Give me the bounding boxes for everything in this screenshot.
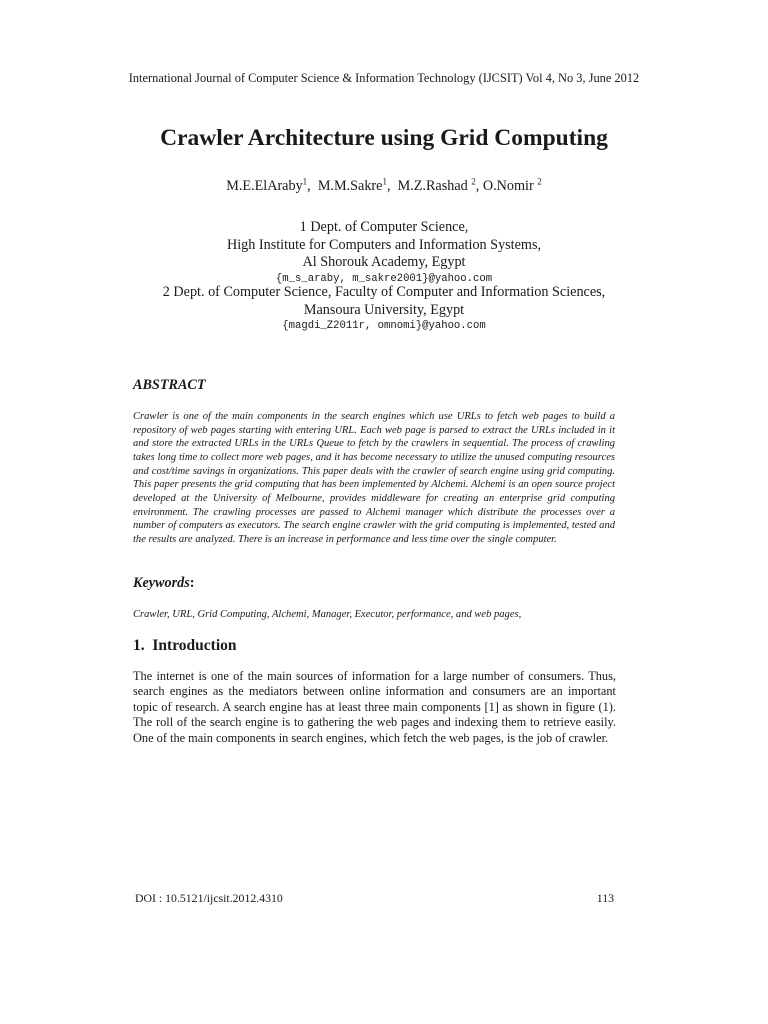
author-separator: ,	[475, 178, 483, 194]
keywords-heading	[133, 575, 194, 592]
author-affil-mark: 1	[382, 176, 387, 187]
affiliation-email: {magdi_Z2011r, omnomi}@yahoo.com	[282, 320, 486, 332]
affiliation-line: 1 Dept. of Computer Science,	[299, 219, 469, 235]
paper-title: Crawler Architecture using Grid Computing	[160, 125, 608, 151]
abstract-heading: ABSTRACT	[133, 377, 206, 393]
author-separator: ,	[307, 178, 318, 194]
affiliation-2	[0, 284, 768, 333]
introduction-heading: 1. Introduction	[133, 637, 237, 654]
affiliation-line: 2 Dept. of Computer Science, Faculty of Computer and Information Sciences,	[162, 284, 606, 300]
author-affil-mark: 2	[471, 176, 476, 187]
affiliation-line: High Institute for Computers and Information Systems,	[226, 236, 542, 253]
introduction-text: The internet is one of the main sources of information for a large number of consumers. Thus, search engines as the mediators between online information and consumers are an important topic of research. A search engine has at least three main components [1] as shown in figure (1). The roll of the search engine is to gathering the web pages and indexing them to retrieve easily. One of the main components in search engines, which fetch the web pages, is the job of crawler.	[133, 669, 616, 745]
affiliation-email: {m_s_araby, m_sakre2001}@yahoo.com	[275, 272, 493, 285]
keywords-heading-label: Keywords	[133, 575, 190, 591]
footer-page-number: 113	[596, 891, 614, 905]
author-name: M.Z.Rashad	[397, 178, 472, 194]
author-name: M.E.ElAraby	[226, 178, 303, 194]
keywords-text: Crawler, URL, Grid Computing, Alchemi, Manager, Executor, performance, and web pages,	[133, 609, 522, 620]
author-separator: ,	[386, 178, 398, 194]
footer-doi: DOI : 10.5121/ijcsit.2012.4310	[135, 891, 283, 905]
author-list	[0, 178, 768, 195]
journal-header: International Journal of Computer Science & Information Technology (IJCSIT) Vol 4, No 3, June 2012	[128, 71, 640, 85]
abstract-text: Crawler is one of the main components in the search engines which use URLs to fetch web pages to build a repository of web pages starting with entering URL. Each web page is parsed to extract the URLs included in it and store the extracted URLs in the URLs Queue to fetch by the crawlers in sequential. The process of crawling takes long time to collect more web pages, and it has become necessary to utilize the unused computing resources and cost/time savings in organizations. This paper deals with the crawler of search engine using grid computing. This paper presents the grid computing that has been implemented by Alchemi. Alchemi is an open source project developed at the University of Melbourne, provides middleware for creating an enterprise grid computing environment. The crawling processes are passed to Alchemi manager which distribute the processes over a number of computers as executors. The search engine crawler with the grid computing is implemented, tested and the results are analyzed. There is an increase in performance and less time over the single computer.	[133, 411, 615, 545]
author-name: O.Nomir	[482, 178, 538, 194]
keywords-heading-colon: :	[189, 575, 195, 591]
affiliation-line: Al Shorouk Academy, Egypt	[302, 254, 466, 270]
affiliation-1	[0, 219, 768, 286]
author-name: M.M.Sakre	[317, 178, 383, 194]
author-affil-mark: 2	[537, 176, 542, 187]
author-affil-mark: 1	[302, 176, 308, 187]
affiliation-line: Mansoura University, Egypt	[303, 301, 465, 318]
